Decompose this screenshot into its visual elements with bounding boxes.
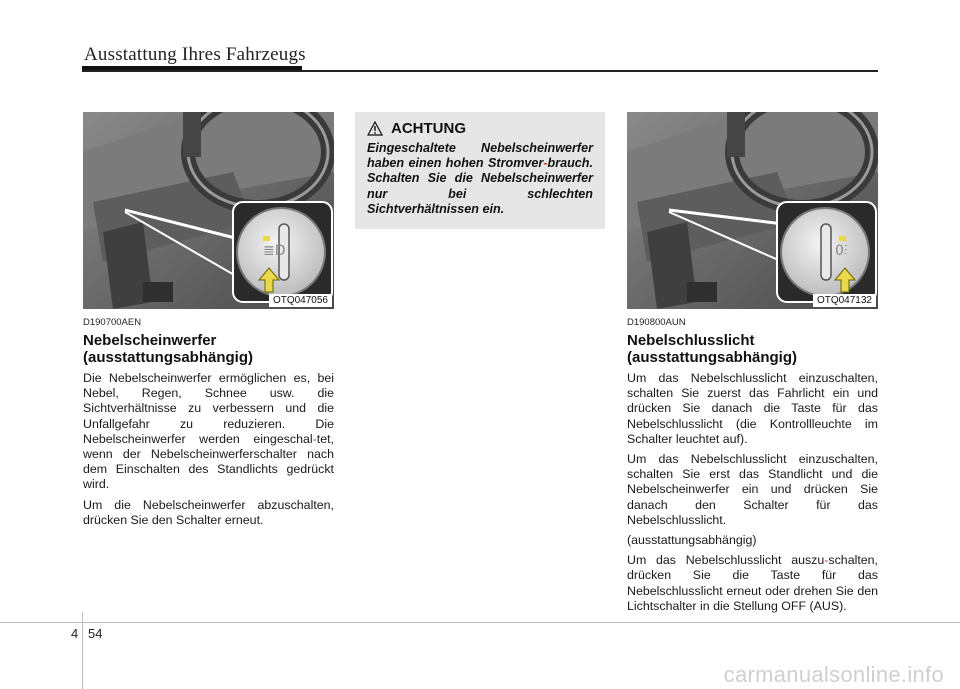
section-title (627, 332, 878, 366)
page-header-title: Ausstattung Ihres Fahrzeugs (84, 44, 306, 65)
hyphen-mark: - (543, 156, 548, 171)
paragraph-text: Die Nebelscheinwerfer ermöglichen es, bei Nebel, Regen, Schnee usw. die Sichtverhältnisse zu verbessern und die Unfallgefahr zu reduzieren. Die Nebelscheinwerfer werden eingeschal (83, 371, 334, 446)
caution-text-part: brauch. Schalten Sie die Nebelscheinwerfer nur bei schlechten Sichtverhältnissen ein. (367, 156, 593, 216)
paragraph: Um das Nebelschlusslicht einzuschalten, schalten Sie zuerst das Fahrlicht ein und drücken Sie danach die Taste für das Nebelschlusslicht (die Kontrollleuchte im Schalter leuchtet auf). (627, 371, 878, 446)
caution-box (355, 112, 605, 229)
footer-rule (0, 622, 960, 623)
warning-triangle-icon (367, 121, 383, 136)
paragraph-text: tet, wenn der Nebelscheinwerferschalter nach dem Einschalten des Standlichts gedrückt wird. (83, 431, 334, 492)
page-number: 54 (88, 626, 103, 641)
watermark: carmanualsonline.info (723, 662, 944, 687)
section-title-line1: Nebelscheinwerfer (83, 332, 217, 349)
hyphen-mark: - (824, 553, 829, 568)
hyphen-mark: - (312, 431, 317, 446)
figure-rear-fog-switch (627, 112, 878, 309)
section-title-line2: (ausstattungsabhängig) (627, 349, 798, 366)
column-left (83, 112, 334, 528)
header-rule (82, 70, 878, 72)
svg-text:≣D: ≣D (263, 243, 286, 259)
caution-header (367, 120, 593, 137)
figure-fog-light-switch (83, 112, 334, 309)
paragraph (83, 371, 334, 493)
figure-code: OTQ047132 (813, 294, 876, 307)
paragraph: Um die Nebelscheinwerfer abzuschalten, drücken Sie den Schalter erneut. (83, 497, 334, 527)
paragraph-text: Um das Nebelschlusslicht auszu (627, 553, 825, 568)
footer-divider (82, 612, 83, 689)
column-middle (355, 112, 605, 229)
figure-code: OTQ047056 (269, 294, 332, 307)
section-code: D190700AEN (83, 317, 142, 328)
paragraph: (ausstattungsabhängig) (627, 533, 757, 548)
section-title-line2: (ausstattungsabhängig) (83, 349, 254, 366)
chapter-number: 4 (71, 626, 79, 641)
column-right (627, 112, 878, 614)
dashboard-illustration (627, 112, 878, 309)
caution-text-part: Eingeschaltete Nebelscheinwerfer haben einen hohen Stromver (367, 141, 593, 171)
dashboard-illustration (83, 112, 334, 309)
caution-title: ACHTUNG (391, 120, 466, 137)
paragraph-text: schalten, drücken Sie die Taste für das Nebelschlusslicht erneut oder drehen Sie den Lichtschalter in die Stellung OFF (AUS). (627, 553, 878, 613)
caution-text (367, 141, 593, 217)
section-code: D190800AUN (627, 317, 686, 328)
paragraph (627, 553, 878, 614)
svg-text:0⫶: 0⫶ (835, 243, 848, 259)
section-title (83, 332, 334, 366)
section-title-line1: Nebelschlusslicht (627, 332, 755, 349)
paragraph: Um das Nebelschlusslicht einzuschalten, schalten Sie erst das Standlicht und die Nebelscheinwerfer ein und drücken Sie danach den Schalter für das Nebelschlusslicht. (627, 452, 878, 527)
